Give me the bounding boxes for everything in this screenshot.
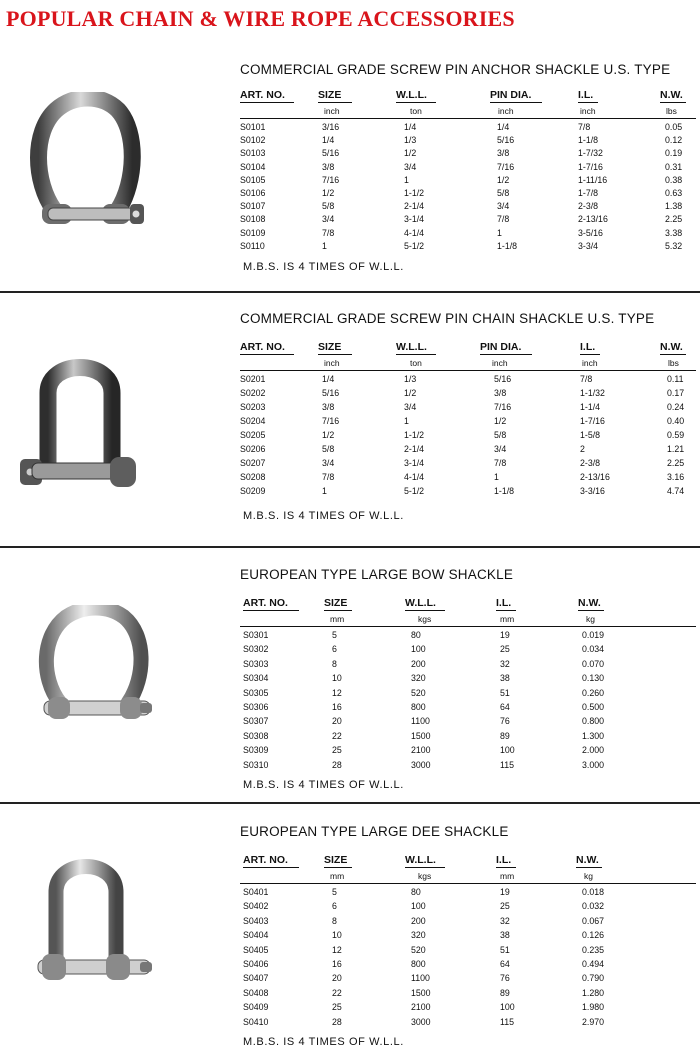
header-underline [405,867,445,868]
header-underline [660,354,686,355]
cell-art-no: S0305 [243,687,269,698]
cell-nw: 0.05 [665,122,683,132]
cell-il: 2-13/16 [578,214,608,225]
cell-pin-dia: 5/16 [497,135,515,146]
unit-il: inch [580,106,596,116]
unit-size: inch [324,358,340,368]
cell-nw: 0.067 [582,915,605,926]
cell-art-no: S0110 [240,240,265,251]
unit-nw: lbs [668,358,679,368]
cell-nw: 3.000 [582,759,605,770]
cell-nw: 0.63 [665,188,683,198]
header-il: I.L. [496,597,512,609]
cell-nw: 0.494 [582,959,605,969]
cell-nw: 0.800 [582,716,605,727]
cell-size: 6 [332,644,337,655]
cell-art-no: S0203 [240,402,266,412]
cell-il: 1-1/4 [580,402,601,412]
cell-wll: 1/3 [404,374,417,384]
cell-il: 51 [500,944,510,955]
section-title: COMMERCIAL GRADE SCREW PIN CHAIN SHACKLE U.S. TYPE [240,311,655,326]
chain-shackle-photo [18,353,143,503]
cell-art-no: S0206 [240,444,266,454]
cell-nw: 0.034 [582,644,605,655]
cell-wll: 100 [411,644,426,655]
cell-size: 16 [332,959,342,969]
cell-size: 8 [332,658,337,669]
cell-pin-dia: 1-1/8 [494,486,515,496]
header-underline [578,610,604,611]
cell-art-no: S0409 [243,1002,269,1013]
unit-wll: ton [410,106,422,116]
cell-nw: 0.31 [665,161,683,172]
cell-art-no: S0401 [243,887,269,897]
cell-nw: 0.126 [582,930,605,941]
cell-il: 1-7/8 [578,188,599,198]
cell-nw: 0.24 [667,402,685,412]
units-rule [240,118,696,119]
cell-art-no: S0407 [243,973,269,984]
bow-shackle-photo [36,605,156,745]
cell-il: 19 [500,887,510,897]
cell-nw: 0.59 [667,430,685,440]
cell-il: 32 [500,658,510,669]
section-title: COMMERCIAL GRADE SCREW PIN ANCHOR SHACKLE U.S. TYPE [240,62,671,77]
cell-size: 10 [332,930,342,941]
cell-art-no: S0303 [243,658,269,669]
cell-size: 3/8 [322,402,335,412]
header-underline [405,610,445,611]
mbs-note: M.B.S. IS 4 TIMES OF W.L.L. [243,261,404,273]
header-underline [396,102,436,103]
cell-nw: 1.38 [665,201,683,212]
header-wll: W.L.L. [396,89,427,101]
cell-nw: 5.32 [665,240,683,251]
cell-art-no: S0309 [243,745,269,756]
cell-art-no: S0304 [243,673,269,684]
cell-art-no: S0406 [243,959,269,969]
cell-size: 16 [332,702,342,712]
cell-wll: 3-1/4 [404,458,425,468]
cell-art-no: S0202 [240,388,266,398]
cell-wll: 5-1/2 [404,486,425,496]
cell-il: 25 [500,901,510,912]
unit-il: mm [500,614,515,624]
mbs-note: M.B.S. IS 4 TIMES OF W.L.L. [243,779,404,791]
header-underline [324,867,352,868]
cell-nw: 0.070 [582,658,605,669]
cell-art-no: S0106 [240,188,266,198]
cell-nw: 2.000 [582,745,605,756]
header-pin-dia: PIN DIA. [490,89,532,101]
cell-il: 2-3/8 [580,458,601,468]
cell-size: 7/16 [322,416,340,426]
header-wll: W.L.L. [405,597,436,609]
cell-il: 2-13/16 [580,472,610,482]
cell-nw: 2.25 [667,458,685,468]
cell-size: 7/8 [322,227,335,238]
unit-size: mm [330,871,345,881]
cell-size: 1 [322,486,327,496]
cell-size: 5 [332,630,337,640]
cell-size: 5/16 [322,148,340,159]
header-size: SIZE [318,89,342,101]
page-title: POPULAR CHAIN & WIRE ROPE ACCESSORIES [6,6,515,31]
cell-pin-dia: 3/8 [497,148,510,159]
header-nw: N.W. [576,854,599,866]
header-underline [480,354,532,355]
cell-nw: 0.17 [667,388,685,398]
header-wll: W.L.L. [396,341,427,353]
cell-il: 51 [500,687,510,698]
cell-wll: 1100 [411,716,430,727]
cell-wll: 4-1/4 [404,227,425,238]
dee-shackle-photo [32,854,157,1004]
cell-size: 12 [332,687,342,698]
header-underline [240,102,294,103]
cell-art-no: S0410 [243,1016,269,1027]
section-divider [0,546,700,548]
cell-size: 25 [332,745,342,756]
cell-il: 115 [500,1016,515,1027]
header-il: I.L. [580,341,596,353]
cell-il: 2 [580,444,585,454]
cell-wll: 1-1/2 [404,188,425,198]
cell-art-no: S0103 [240,148,266,159]
cell-pin-dia: 3/8 [494,388,507,398]
cell-wll: 1-1/2 [404,430,425,440]
header-size: SIZE [324,597,348,609]
cell-size: 7/16 [322,174,340,185]
unit-nw: kg [584,871,593,881]
cell-il: 100 [500,745,515,756]
cell-wll: 2100 [411,745,431,756]
section-title: EUROPEAN TYPE LARGE BOW SHACKLE [240,567,514,582]
unit-wll: kgs [418,614,432,624]
header-art-no: ART. NO. [243,854,288,866]
header-art-no: ART. NO. [240,341,285,353]
cell-pin-dia: 1 [497,227,502,238]
header-underline [324,610,352,611]
cell-wll: 80 [411,887,421,897]
cell-pin-dia: 7/16 [494,402,512,412]
cell-il: 1-1/8 [578,135,599,146]
cell-art-no: S0301 [243,630,269,640]
cell-il: 3-3/16 [580,486,605,496]
cell-art-no: S0105 [240,174,266,185]
cell-size: 7/8 [322,472,335,482]
cell-size: 3/8 [322,161,335,172]
header-underline [243,867,299,868]
cell-il: 19 [500,630,510,640]
cell-nw: 0.130 [582,673,605,684]
cell-nw: 1.21 [667,444,685,454]
cell-art-no: S0205 [240,430,266,440]
cell-size: 20 [332,716,342,727]
cell-art-no: S0307 [243,716,269,727]
cell-art-no: S0109 [240,227,266,238]
cell-size: 6 [332,901,337,912]
cell-il: 1-7/16 [578,161,603,172]
cell-wll: 800 [411,702,426,712]
cell-art-no: S0204 [240,416,266,426]
cell-wll: 320 [411,930,426,941]
cell-wll: 1/3 [404,135,417,146]
cell-wll: 520 [411,687,426,698]
header-nw: N.W. [578,597,601,609]
cell-nw: 0.019 [582,630,605,640]
cell-pin-dia: 1/4 [497,122,510,132]
unit-il: inch [582,358,598,368]
cell-il: 76 [500,973,510,984]
cell-nw: 0.032 [582,901,605,912]
cell-il: 3-5/16 [578,227,603,238]
cell-pin-dia: 5/16 [494,374,512,384]
cell-size: 22 [332,987,342,998]
cell-wll: 1/2 [404,388,417,398]
cell-wll: 1500 [411,730,431,741]
cell-art-no: S0108 [240,214,266,225]
cell-wll: 3/4 [404,402,417,412]
cell-il: 25 [500,644,510,655]
units-rule [240,626,696,627]
section-divider [0,291,700,293]
cell-nw: 0.500 [582,702,605,712]
cell-size: 28 [332,759,342,770]
cell-pin-dia: 5/8 [497,188,510,198]
cell-size: 5/16 [322,388,340,398]
mbs-note: M.B.S. IS 4 TIMES OF W.L.L. [243,510,404,522]
cell-il: 7/8 [580,374,593,384]
header-il: I.L. [496,854,512,866]
cell-size: 5/8 [322,201,335,212]
cell-size: 1/2 [322,188,335,198]
cell-il: 32 [500,915,510,926]
cell-wll: 1/4 [404,122,417,132]
cell-size: 1 [322,240,327,251]
section-divider [0,802,700,804]
cell-art-no: S0201 [240,374,266,384]
cell-nw: 0.38 [665,174,683,185]
cell-pin-dia: 1 [494,472,499,482]
cell-art-no: S0306 [243,702,269,712]
cell-size: 10 [332,673,342,684]
cell-nw: 0.19 [665,148,683,159]
header-underline [580,354,600,355]
header-size: SIZE [318,341,342,353]
cell-art-no: S0102 [240,135,266,146]
cell-pin-dia: 7/8 [494,458,507,468]
cell-il: 64 [500,702,510,712]
header-underline [396,354,436,355]
section-title: EUROPEAN TYPE LARGE DEE SHACKLE [240,824,509,839]
cell-il: 64 [500,959,510,969]
cell-wll: 320 [411,673,426,684]
cell-art-no: S0207 [240,458,266,468]
cell-il: 1-7/16 [580,416,605,426]
cell-art-no: S0104 [240,161,266,172]
header-underline [496,610,516,611]
cell-il: 1-5/8 [580,430,601,440]
cell-art-no: S0403 [243,915,269,926]
cell-wll: 1/2 [404,148,417,159]
cell-nw: 0.12 [665,135,683,146]
cell-pin-dia: 5/8 [494,430,507,440]
cell-wll: 520 [411,944,426,955]
cell-pin-dia: 1/2 [497,174,510,185]
cell-wll: 1 [404,416,409,426]
cell-pin-dia: 7/16 [497,161,515,172]
header-art-no: ART. NO. [243,597,288,609]
cell-art-no: S0408 [243,987,269,998]
cell-il: 100 [500,1002,515,1013]
cell-art-no: S0107 [240,201,266,212]
cell-wll: 2-1/4 [404,201,425,212]
cell-art-no: S0208 [240,472,266,482]
cell-nw: 0.260 [582,687,605,698]
cell-nw: 4.74 [667,486,685,496]
cell-nw: 1.300 [582,730,605,741]
header-underline [243,610,299,611]
mbs-note: M.B.S. IS 4 TIMES OF W.L.L. [243,1036,404,1048]
cell-art-no: S0302 [243,644,269,655]
cell-art-no: S0308 [243,730,269,741]
header-nw: N.W. [660,341,683,353]
unit-size: inch [324,106,340,116]
cell-size: 3/4 [322,458,335,468]
cell-size: 1/2 [322,430,335,440]
header-underline [318,102,352,103]
cell-wll: 80 [411,630,421,640]
cell-wll: 2100 [411,1002,431,1013]
cell-il: 7/8 [578,122,591,132]
cell-il: 115 [500,759,515,770]
cell-nw: 1.280 [582,987,605,998]
cell-size: 3/4 [322,214,335,225]
cell-il: 1-11/16 [578,174,608,185]
cell-pin-dia: 1-1/8 [497,240,518,251]
cell-nw: 2.970 [582,1016,605,1027]
cell-wll: 2-1/4 [404,444,425,454]
cell-nw: 0.11 [667,374,684,384]
cell-size: 20 [332,973,342,984]
header-size: SIZE [324,854,348,866]
header-art-no: ART. NO. [240,89,285,101]
cell-art-no: S0404 [243,930,269,941]
cell-art-no: S0405 [243,944,269,955]
cell-wll: 100 [411,901,426,912]
cell-wll: 3000 [411,1016,431,1027]
cell-nw: 3.38 [665,227,683,238]
cell-size: 12 [332,944,342,955]
cell-nw: 3.16 [667,472,685,482]
cell-size: 1/4 [322,374,335,384]
unit-nw: kg [586,614,595,624]
cell-wll: 3000 [411,759,431,770]
cell-nw: 1.980 [582,1002,605,1013]
header-underline [496,867,516,868]
cell-pin-dia: 1/2 [494,416,507,426]
cell-il: 1-7/32 [578,148,603,159]
cell-il: 89 [500,730,510,741]
cell-il: 2-3/8 [578,201,599,212]
header-underline [240,354,294,355]
cell-wll: 4-1/4 [404,472,425,482]
cell-wll: 3-1/4 [404,214,425,225]
unit-wll: kgs [418,871,432,881]
cell-size: 28 [332,1016,342,1027]
header-underline [490,102,542,103]
cell-wll: 1500 [411,987,431,998]
cell-art-no: S0101 [240,122,266,132]
cell-il: 38 [500,930,510,941]
cell-wll: 1 [404,174,409,185]
cell-nw: 0.790 [582,973,605,984]
cell-wll: 200 [411,658,426,669]
cell-wll: 1100 [411,973,430,984]
cell-size: 5 [332,887,337,897]
header-underline [578,102,598,103]
units-rule [240,883,696,884]
unit-pin-dia: inch [492,358,508,368]
cell-pin-dia: 3/4 [497,201,510,212]
cell-pin-dia: 3/4 [494,444,507,454]
cell-wll: 3/4 [404,161,417,172]
cell-il: 1-1/32 [580,388,605,398]
cell-size: 8 [332,915,337,926]
cell-pin-dia: 7/8 [497,214,510,225]
header-il: I.L. [578,89,594,101]
cell-size: 22 [332,730,342,741]
cell-il: 3-3/4 [578,240,599,251]
header-wll: W.L.L. [405,854,436,866]
cell-nw: 0.235 [582,944,605,955]
cell-art-no: S0402 [243,901,269,912]
unit-wll: ton [410,358,422,368]
header-underline [576,867,602,868]
cell-size: 1/4 [322,135,335,146]
cell-wll: 800 [411,959,426,969]
header-underline [318,354,352,355]
unit-pin-dia: inch [498,106,514,116]
unit-il: mm [500,871,515,881]
header-nw: N.W. [660,89,683,101]
cell-wll: 5-1/2 [404,240,425,251]
units-rule [240,370,696,371]
cell-nw: 2.25 [665,214,683,225]
cell-size: 5/8 [322,444,335,454]
header-pin-dia: PIN DIA. [480,341,522,353]
anchor-shackle-photo [26,92,146,252]
unit-size: mm [330,614,345,624]
cell-size: 25 [332,1002,342,1013]
cell-wll: 200 [411,915,426,926]
cell-il: 38 [500,673,510,684]
cell-il: 89 [500,987,510,998]
cell-il: 76 [500,716,510,727]
cell-nw: 0.018 [582,887,605,897]
cell-nw: 0.40 [667,416,685,426]
unit-nw: lbs [666,106,677,116]
cell-art-no: S0310 [243,759,269,770]
cell-art-no: S0209 [240,486,266,496]
header-underline [660,102,686,103]
cell-size: 3/16 [322,122,340,132]
